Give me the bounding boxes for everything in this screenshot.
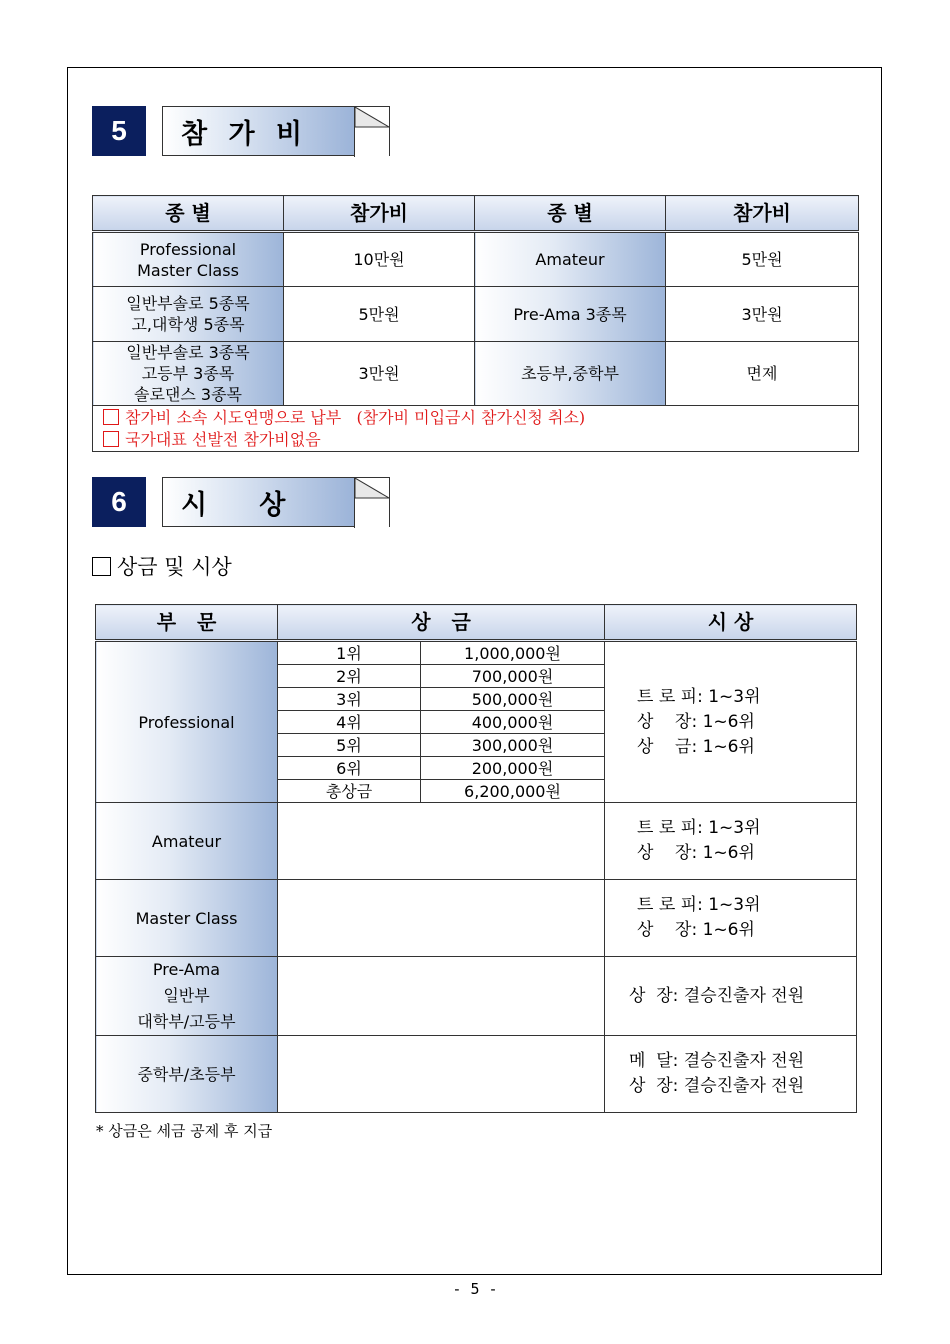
division-cell: Amateur xyxy=(96,803,278,880)
fee-category-cell: Amateur xyxy=(475,232,666,287)
fee-row xyxy=(93,342,859,406)
award-line: 상 장: 1~6위 xyxy=(637,711,755,732)
footnote: * 상금은 세금 공제 후 지급 xyxy=(96,1122,273,1140)
fee-row xyxy=(93,232,859,287)
award-line: 상 장: 결승진출자 전원 xyxy=(629,985,805,1006)
award-line: 상 금: 1~6위 xyxy=(637,736,755,757)
division-cell: Master Class xyxy=(96,880,278,957)
fee-cell: 5만원 xyxy=(284,287,475,342)
amount-cell: 6,200,000원 xyxy=(421,780,605,803)
division-cell: Pre-Ama 일반부 대학부/고등부 xyxy=(96,957,278,1036)
section-number-badge: 5 xyxy=(92,106,146,156)
awards-cell xyxy=(605,641,857,803)
rank-cell: 4위 xyxy=(278,711,421,734)
award-line: 상 장: 1~6위 xyxy=(637,843,755,863)
division-row xyxy=(96,803,857,880)
fee-category-cell: 일반부솔로 3종목 고등부 3종목 솔로댄스 3종목 xyxy=(93,342,284,406)
section-title xyxy=(162,477,390,527)
fee-category-cell: Professional Master Class xyxy=(93,232,284,287)
page-number: - 5 - xyxy=(452,1280,498,1298)
section-title xyxy=(162,106,390,156)
empty-prize-cell xyxy=(278,880,605,957)
rank-cell: 총상금 xyxy=(278,780,421,803)
fee-cell: 5만원 xyxy=(666,232,859,287)
header-fee-1: 참가비 xyxy=(284,196,475,232)
awards-cell xyxy=(605,1036,857,1113)
award-line: 상 장: 1~6위 xyxy=(637,920,755,940)
header-awards: 시 상 xyxy=(605,605,857,641)
amount-cell: 300,000원 xyxy=(421,734,605,757)
division-cell: Professional xyxy=(96,641,278,803)
awards-cell xyxy=(605,880,857,957)
award-line: 트 로 피: 1~3위 xyxy=(637,686,761,707)
header-fee-2: 참가비 xyxy=(666,196,859,232)
rank-cell: 2위 xyxy=(278,665,421,688)
award-line: 트 로 피: 1~3위 xyxy=(637,818,761,838)
empty-prize-cell xyxy=(278,957,605,1036)
prize-row xyxy=(96,641,857,665)
fee-category-cell: 초등부,중학부 xyxy=(475,342,666,406)
prize-table xyxy=(95,604,857,1113)
division-row xyxy=(96,880,857,957)
awards-cell xyxy=(605,957,857,1036)
fee-cell: 3만원 xyxy=(284,342,475,406)
checkbox-icon xyxy=(103,409,119,425)
fee-row xyxy=(93,287,859,342)
amount-cell: 200,000원 xyxy=(421,757,605,780)
fee-cell: 면제 xyxy=(666,342,859,406)
amount-cell: 500,000원 xyxy=(421,688,605,711)
division-row xyxy=(96,957,857,1036)
fee-table xyxy=(92,195,859,452)
rank-cell: 1위 xyxy=(278,641,421,665)
header-category-2: 종 별 xyxy=(475,196,666,232)
amount-cell: 700,000원 xyxy=(421,665,605,688)
division-row xyxy=(96,1036,857,1113)
fee-category-cell: Pre-Ama 3종목 xyxy=(475,287,666,342)
section-title-text: 참 가 비 xyxy=(181,118,309,150)
rank-cell: 3위 xyxy=(278,688,421,711)
folded-corner-decoration xyxy=(354,478,389,528)
empty-prize-cell xyxy=(278,803,605,880)
empty-prize-cell xyxy=(278,1036,605,1113)
checkbox-icon xyxy=(103,431,119,447)
amount-cell: 1,000,000원 xyxy=(421,641,605,665)
award-line: 트 로 피: 1~3위 xyxy=(637,895,761,915)
amount-cell: 400,000원 xyxy=(421,711,605,734)
section-title-text: 시 상 xyxy=(181,489,292,521)
header-division: 부 문 xyxy=(96,605,278,641)
award-line: 상 장: 결승진출자 전원 xyxy=(629,1076,805,1096)
note-item: 참가비 소속 시도연맹으로 납부 (참가비 미입금시 참가신청 취소) xyxy=(103,407,858,429)
fee-cell: 10만원 xyxy=(284,232,475,287)
header-prize-money: 상 금 xyxy=(278,605,605,641)
checkbox-icon xyxy=(92,557,111,576)
fee-category-cell: 일반부솔로 5종목 고,대학생 5종목 xyxy=(93,287,284,342)
subheading: 상금 및 시상 xyxy=(92,551,232,581)
note-item: 국가대표 선발전 참가비없음 xyxy=(103,429,858,451)
folded-corner-decoration xyxy=(354,107,389,157)
fee-cell: 3만원 xyxy=(666,287,859,342)
award-line: 메 달: 결승진출자 전원 xyxy=(629,1051,805,1071)
division-cell: 중학부/초등부 xyxy=(96,1036,278,1113)
header-category-1: 종 별 xyxy=(93,196,284,232)
fee-notes xyxy=(93,406,859,452)
section-number-badge: 6 xyxy=(92,477,146,527)
rank-cell: 5위 xyxy=(278,734,421,757)
rank-cell: 6위 xyxy=(278,757,421,780)
awards-cell xyxy=(605,803,857,880)
